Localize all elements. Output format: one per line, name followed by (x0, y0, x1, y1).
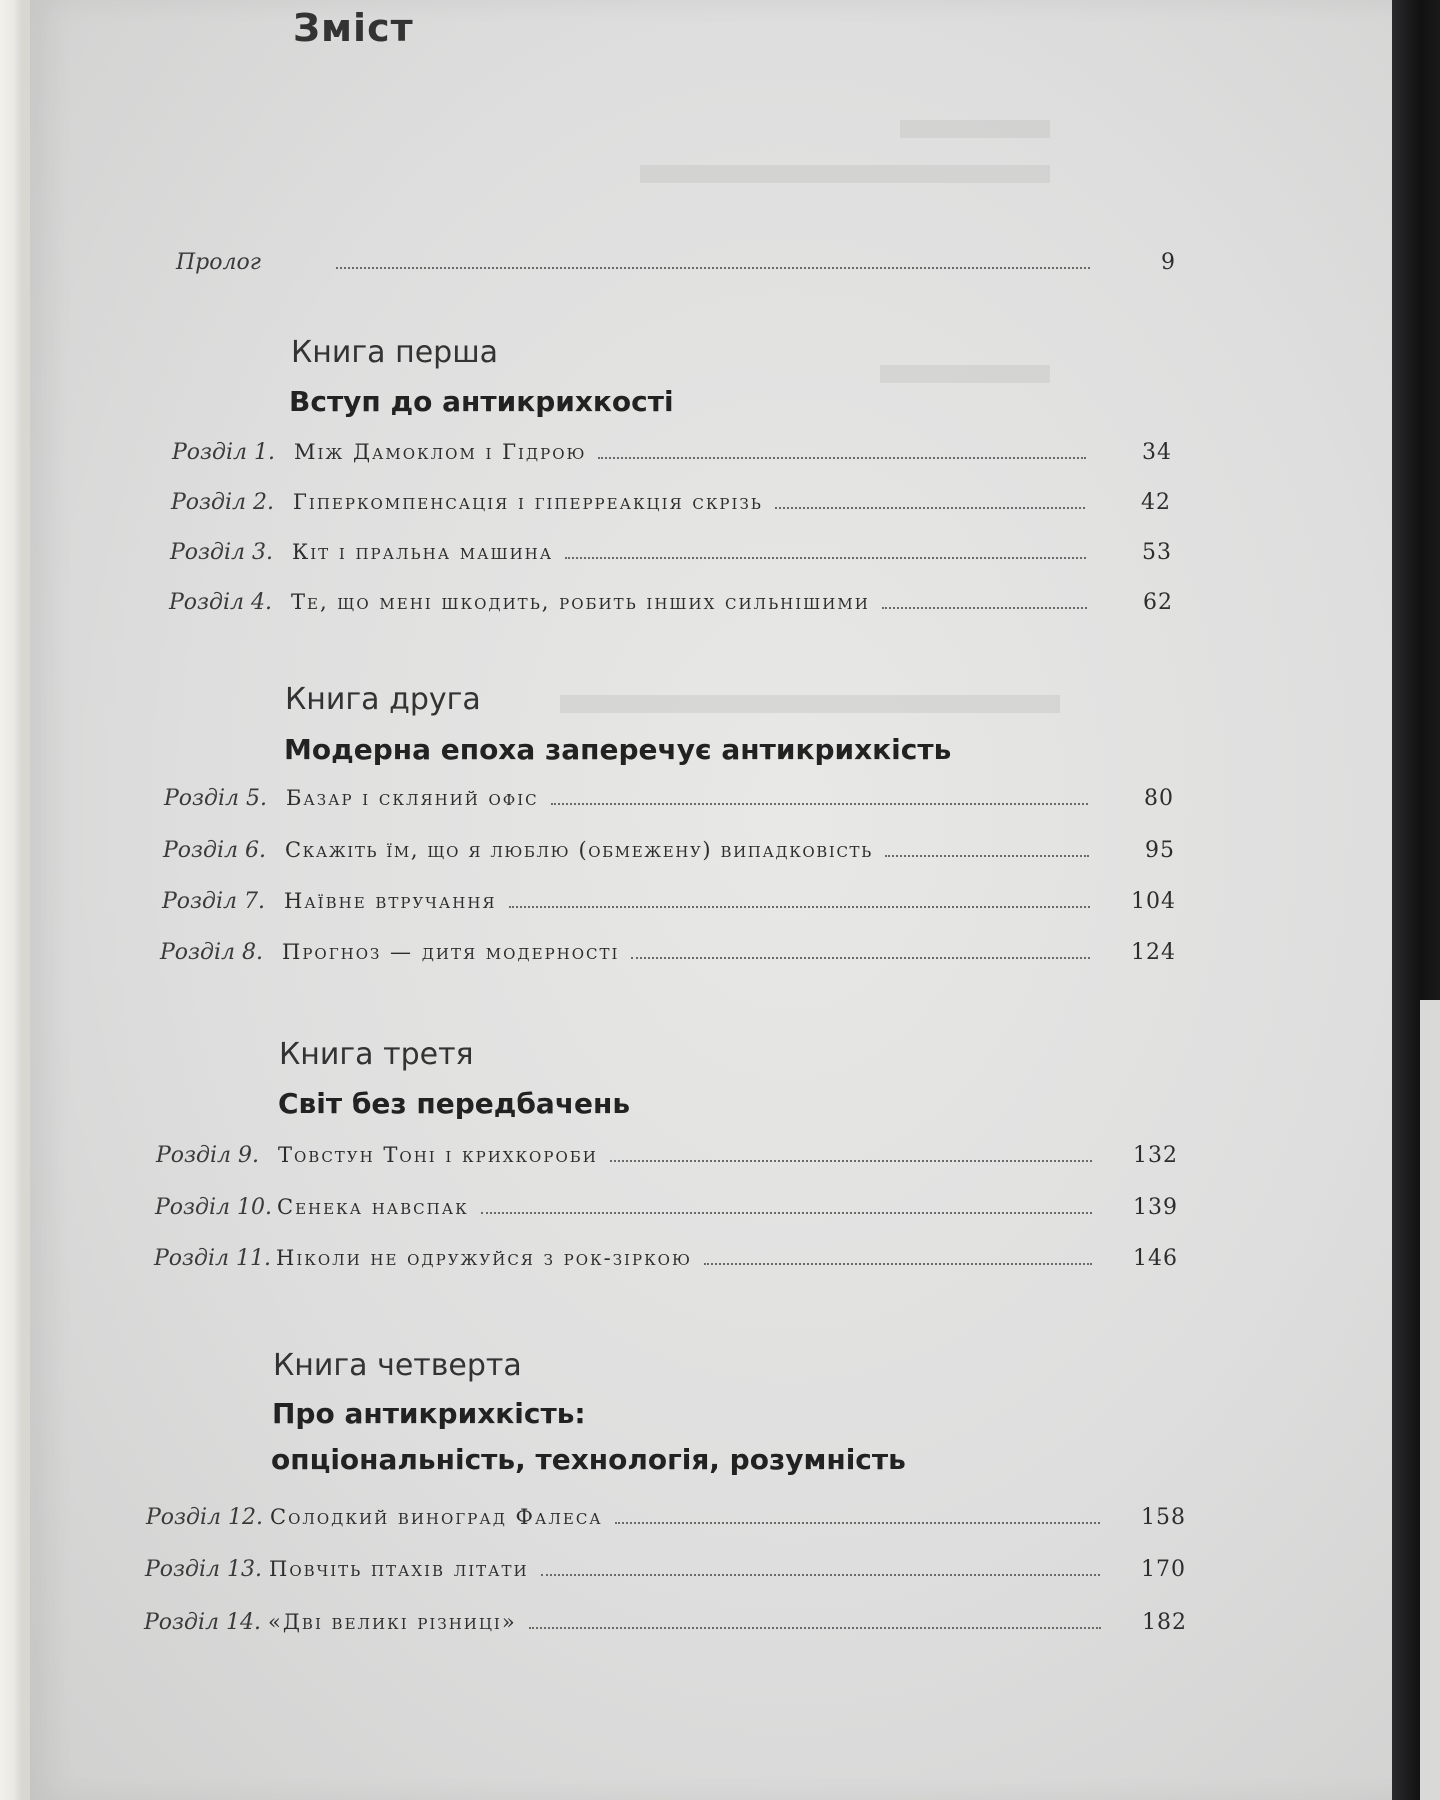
toc-entry[interactable] (145, 1557, 1186, 1582)
dot-leader (631, 956, 1090, 959)
show-through-text (640, 165, 1050, 183)
dot-leader (885, 854, 1089, 857)
dot-leader (336, 266, 1090, 269)
dot-leader (615, 1521, 1100, 1524)
dot-leader (598, 456, 1086, 459)
page-number: 139 (1133, 1195, 1178, 1220)
toc-entry[interactable] (172, 440, 1172, 465)
chapter-title: Базар і скляний офіс (286, 786, 539, 810)
dot-leader (610, 1159, 1092, 1162)
dot-leader (565, 556, 1086, 559)
chapter-title: Прогноз — дитя модерності (282, 940, 620, 964)
table-surface (1420, 1000, 1440, 1800)
show-through-text (880, 365, 1050, 383)
page-number: 132 (1133, 1143, 1178, 1168)
page-number: 53 (1142, 540, 1172, 565)
toc-entry[interactable] (164, 786, 1174, 811)
toc-entry[interactable] (146, 1505, 1186, 1530)
chapter-title: Кіт і пральна машина (292, 540, 554, 564)
book-title: Світ без передбачень (278, 1087, 631, 1120)
chapter-number: Розділ 12. (146, 1505, 264, 1530)
chapter-title: Повчіть птахів літати (269, 1557, 529, 1581)
page-number: 95 (1145, 838, 1175, 863)
chapter-number: Розділ 14. (144, 1610, 262, 1635)
toc-entry[interactable] (170, 540, 1172, 565)
dot-leader (541, 1573, 1100, 1576)
toc-entry[interactable] (163, 838, 1175, 863)
dot-leader (551, 802, 1088, 805)
book-title: Модерна епоха заперечує антикрихкість (284, 733, 952, 766)
toc-entry[interactable] (144, 1610, 1187, 1635)
book-title-line: Про антикрихкість: (272, 1397, 586, 1430)
toc-entry[interactable] (162, 889, 1176, 914)
page-number: 42 (1141, 490, 1171, 515)
dot-leader (481, 1211, 1092, 1214)
chapter-number: Розділ 3. (170, 540, 274, 565)
page-number: 9 (1161, 250, 1176, 275)
chapter-title: Гіперкомпенсація і гіперреакція скрізь (293, 490, 763, 514)
prologue-label: Пролог (176, 250, 261, 275)
page-number: 62 (1143, 590, 1173, 615)
toc-entry[interactable] (171, 490, 1171, 515)
toc-entry[interactable] (169, 590, 1173, 615)
toc-entry-prologue[interactable] (176, 250, 1176, 275)
toc-entry[interactable] (160, 940, 1176, 965)
book-label: Книга перша (291, 335, 499, 370)
toc-entry[interactable] (154, 1246, 1178, 1271)
chapter-title: Скажіть їм, що я люблю (обмежену) випадковість (285, 838, 873, 862)
chapter-title: Товстун Тоні і крихкороби (278, 1143, 598, 1167)
page-number: 146 (1133, 1246, 1178, 1271)
chapter-title: Сенека навспак (277, 1195, 469, 1219)
dot-leader (775, 506, 1085, 509)
chapter-number: Розділ 1. (172, 440, 276, 465)
page-number: 80 (1144, 786, 1174, 811)
book-label: Книга третя (279, 1037, 474, 1072)
show-through-text (900, 120, 1050, 138)
chapter-number: Розділ 2. (171, 490, 275, 515)
chapter-title: Між Дамоклом і Гідрою (294, 440, 587, 464)
chapter-number: Розділ 10. (155, 1195, 273, 1220)
chapter-number: Розділ 5. (164, 786, 268, 811)
dot-leader (509, 905, 1090, 908)
chapter-number: Розділ 8. (160, 940, 264, 965)
dot-leader (882, 606, 1087, 609)
chapter-number: Розділ 9. (156, 1143, 260, 1168)
page-number: 182 (1142, 1610, 1187, 1635)
toc-entry[interactable] (155, 1195, 1178, 1220)
page-title: Зміст (293, 6, 414, 50)
show-through-text (560, 695, 1060, 713)
chapter-number: Розділ 11. (154, 1246, 272, 1271)
chapter-number: Розділ 7. (162, 889, 266, 914)
chapter-number: Розділ 6. (163, 838, 267, 863)
chapter-title: Те, що мені шкодить, робить інших сильнішими (291, 590, 870, 614)
book-label: Книга друга (285, 682, 481, 717)
book-title-line: опціональність, технологія, розумність (271, 1443, 906, 1476)
chapter-title: Солодкий виноград Фалеса (270, 1505, 603, 1529)
dot-leader (704, 1262, 1092, 1265)
page-number: 124 (1131, 940, 1176, 965)
page-number: 34 (1142, 440, 1172, 465)
chapter-title: Наївне втручання (284, 889, 497, 913)
book-title: Вступ до антикрихкості (289, 385, 674, 418)
chapter-title: «Дві великі різниці» (268, 1610, 517, 1634)
book-label: Книга четверта (273, 1348, 522, 1383)
chapter-number: Розділ 4. (169, 590, 273, 615)
page-number: 158 (1141, 1505, 1186, 1530)
chapter-title: Ніколи не одружуйся з рок-зіркою (276, 1246, 692, 1270)
toc-entry[interactable] (156, 1143, 1178, 1168)
dot-leader (529, 1626, 1101, 1629)
page-number: 170 (1141, 1557, 1186, 1582)
page-number: 104 (1131, 889, 1176, 914)
chapter-number: Розділ 13. (145, 1557, 263, 1582)
